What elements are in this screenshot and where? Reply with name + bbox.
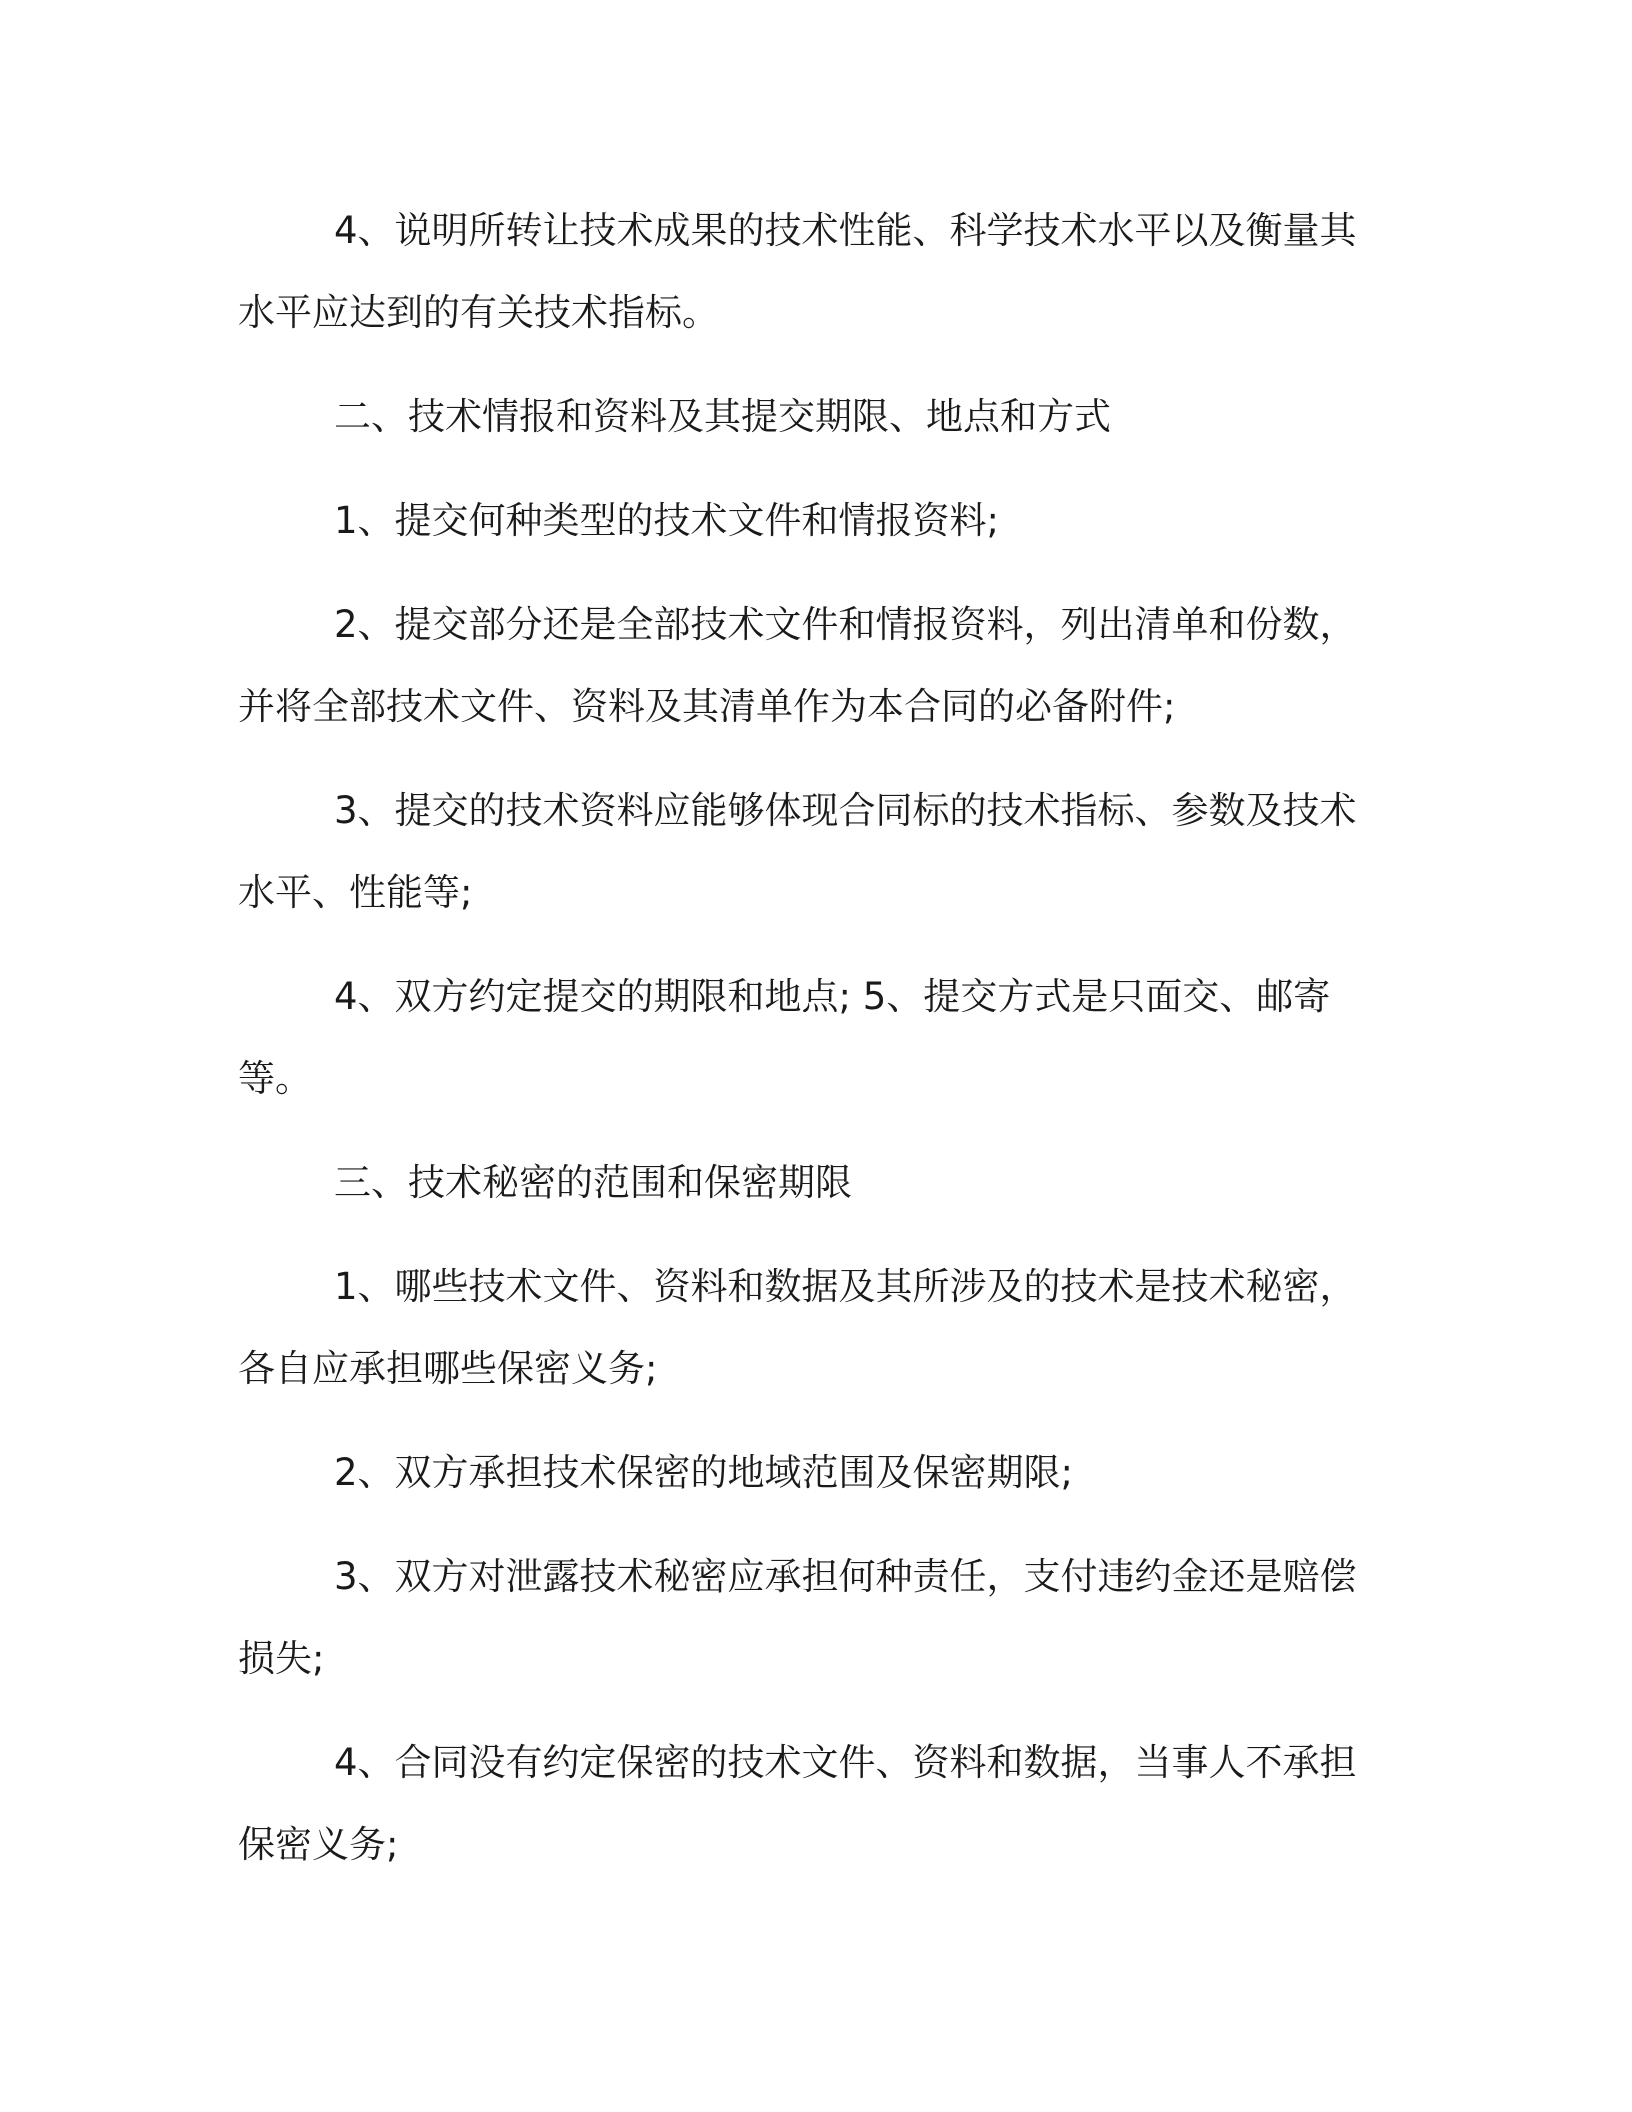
section-heading-2: 二、技术情报和资料及其提交期限、地点和方式 xyxy=(334,395,1111,438)
paragraph-secret-scope: 1、哪些技术文件、资料和数据及其所涉及的技术是技术秘密，各自应承担哪些保密义务; xyxy=(238,1265,1357,1390)
paragraph-no-obligation: 4、合同没有约定保密的技术文件、资料和数据，当事人不承担保密义务; xyxy=(238,1741,1357,1866)
paragraph-delivery-terms: 4、双方约定提交的期限和地点; 5、提交方式是只面交、邮寄等。 xyxy=(238,975,1331,1100)
document-body xyxy=(238,190,1388,1908)
paragraph-document-types: 1、提交何种类型的技术文件和情报资料; xyxy=(334,499,1000,542)
paragraph-document-requirements: 3、提交的技术资料应能够体现合同标的技术指标、参数及技术水平、性能等; xyxy=(238,789,1357,914)
paragraph-secret-region: 2、双方承担技术保密的地域范围及保密期限; xyxy=(334,1451,1074,1494)
section-heading-3: 三、技术秘密的范围和保密期限 xyxy=(334,1161,852,1204)
paragraph-document-scope: 2、提交部分还是全部技术文件和情报资料，列出清单和份数，并将全部技术文件、资料及其清单作为本合同的必备附件; xyxy=(238,603,1357,728)
paragraph-leak-liability: 3、双方对泄露技术秘密应承担何种责任，支付违约金还是赔偿损失; xyxy=(238,1555,1357,1680)
paragraph-technical-indicators: 4、说明所转让技术成果的技术性能、科学技术水平以及衡量其水平应达到的有关技术指标。 xyxy=(238,209,1357,334)
